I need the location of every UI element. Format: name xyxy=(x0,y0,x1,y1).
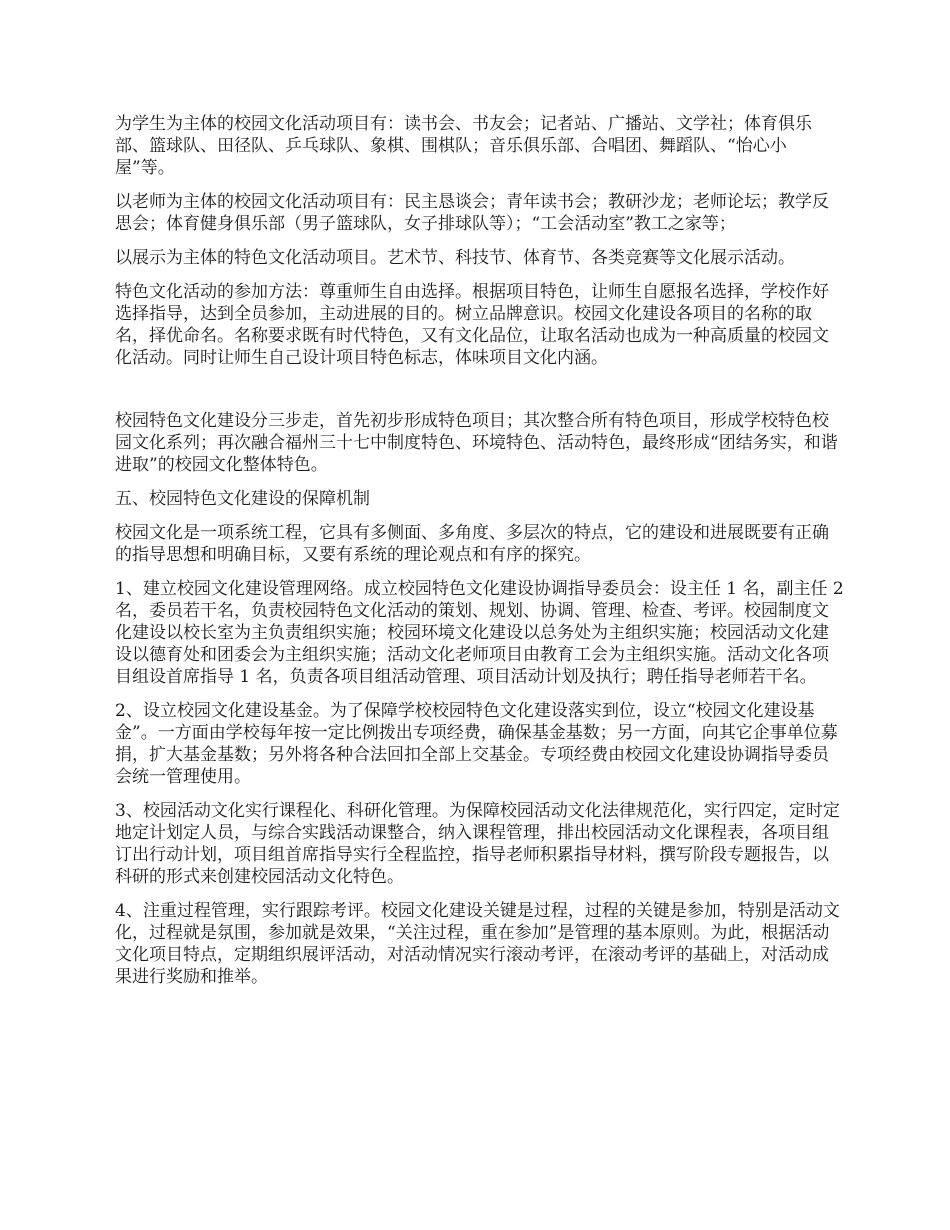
paragraph-teacher-activities: 以老师为主体的校园文化活动项目有：民主恳谈会；青年读书会；教研沙龙；老师论坛；教学反思会；体育健身俱乐部（男子篮球队，女子排球队等）；“工会活动室”教工之家等； xyxy=(115,192,829,234)
paragraph-item-1: 1、建立校园文化建设管理网络。成立校园特色文化建设协调指导委员会：设主任 1 名，副主任 2 名，委员若干名，负责校园特色文化活动的策划、规划、协调、管理、检查、考评。校园制度文化建设以校长室为主负责组织实施；校园环境文化建设以总务处为主组织实施；校园活动文化建设以德育处和团委会为主组织实施；活动文化老师项目由教育工会为主组织实施。活动文化各项目组设首席指导 1 名，负责各项目组活动管理、项目活动计划及执行；聘任指导老师若干名。 xyxy=(115,579,844,687)
paragraph-participation-method: 特色文化活动的参加方法：尊重师生自由选择。根据项目特色，让师生自愿报名选择，学校作好选择指导，达到全员参加，主动进展的目的。树立品牌意识。校园文化建设各项目的名称的取名，择优命名。名称要求既有时代特色，又有文化品位，让取名活动也成为一种高质量的校园文化活动。同时让师生自己设计项目特色标志，体味项目文化内涵。 xyxy=(115,282,829,368)
paragraph-item-4: 4、注重过程管理，实行跟踪考评。校园文化建设关键是过程，过程的关键是参加，特别是活动文化，过程就是氛围，参加就是效果，“关注过程，重在参加”是管理的基本原则。为此，根据活动文化项目特点，定期组织展评活动，对活动情况实行滚动考评，在滚动考评的基础上，对活动成果进行奖励和推举。 xyxy=(115,901,840,987)
paragraph-item-2: 2、设立校园文化建设基金。为了保障学校校园特色文化建设落实到位，设立“校园文化建设基金”。一方面由学校每年按一定比例拨出专项经费，确保基金基数；另一方面，向其它企事单位募捐，扩大基金基数；另外将各种合法回扣全部上交基金。专项经费由校园文化建设协调指导委员会统一管理使用。 xyxy=(115,701,838,787)
document-body xyxy=(115,113,845,1000)
paragraph-showcase-activities: 以展示为主体的特色文化活动项目。艺术节、科技节、体育节、各类竞赛等文化展示活动。 xyxy=(115,248,795,268)
blank-spacer xyxy=(115,381,845,410)
paragraph-three-steps: 校园特色文化建设分三步走，首先初步形成特色项目；其次整合所有特色项目，形成学校特色校园文化系列；再次融合福州三十七中制度特色、环境特色、活动特色，最终形成“团结务实，和谐进取”的校园文化整体特色。 xyxy=(115,411,838,475)
paragraph-system-engineering: 校园文化是一项系统工程，它具有多侧面、多角度、多层次的特点，它的建设和进展既要有正确的指导思想和明确目标，又要有系统的理论观点和有序的探究。 xyxy=(115,523,829,565)
section-heading-guarantee: 五、校园特色文化建设的保障机制 xyxy=(115,489,370,509)
paragraph-student-activities: 为学生为主体的校园文化活动项目有：读书会、书友会；记者站、广播站、文学社；体育俱乐部、篮球队、田径队、乒乓球队、象棋、围棋队；音乐俱乐部、合唱团、舞蹈队、“怡心小屋”等。 xyxy=(115,114,812,178)
paragraph-item-3: 3、校园活动文化实行课程化、科研化管理。为保障校园活动文化法律规范化，实行四定，定时定地定计划定人员，与综合实践活动课整合，纳入课程管理，排出校园活动文化课程表，各项目组订出行动计划，项目组首席指导实行全程监控，指导老师积累指导材料，撰写阶段专题报告，以科研的形式来创建校园活动文化特色。 xyxy=(115,801,840,887)
